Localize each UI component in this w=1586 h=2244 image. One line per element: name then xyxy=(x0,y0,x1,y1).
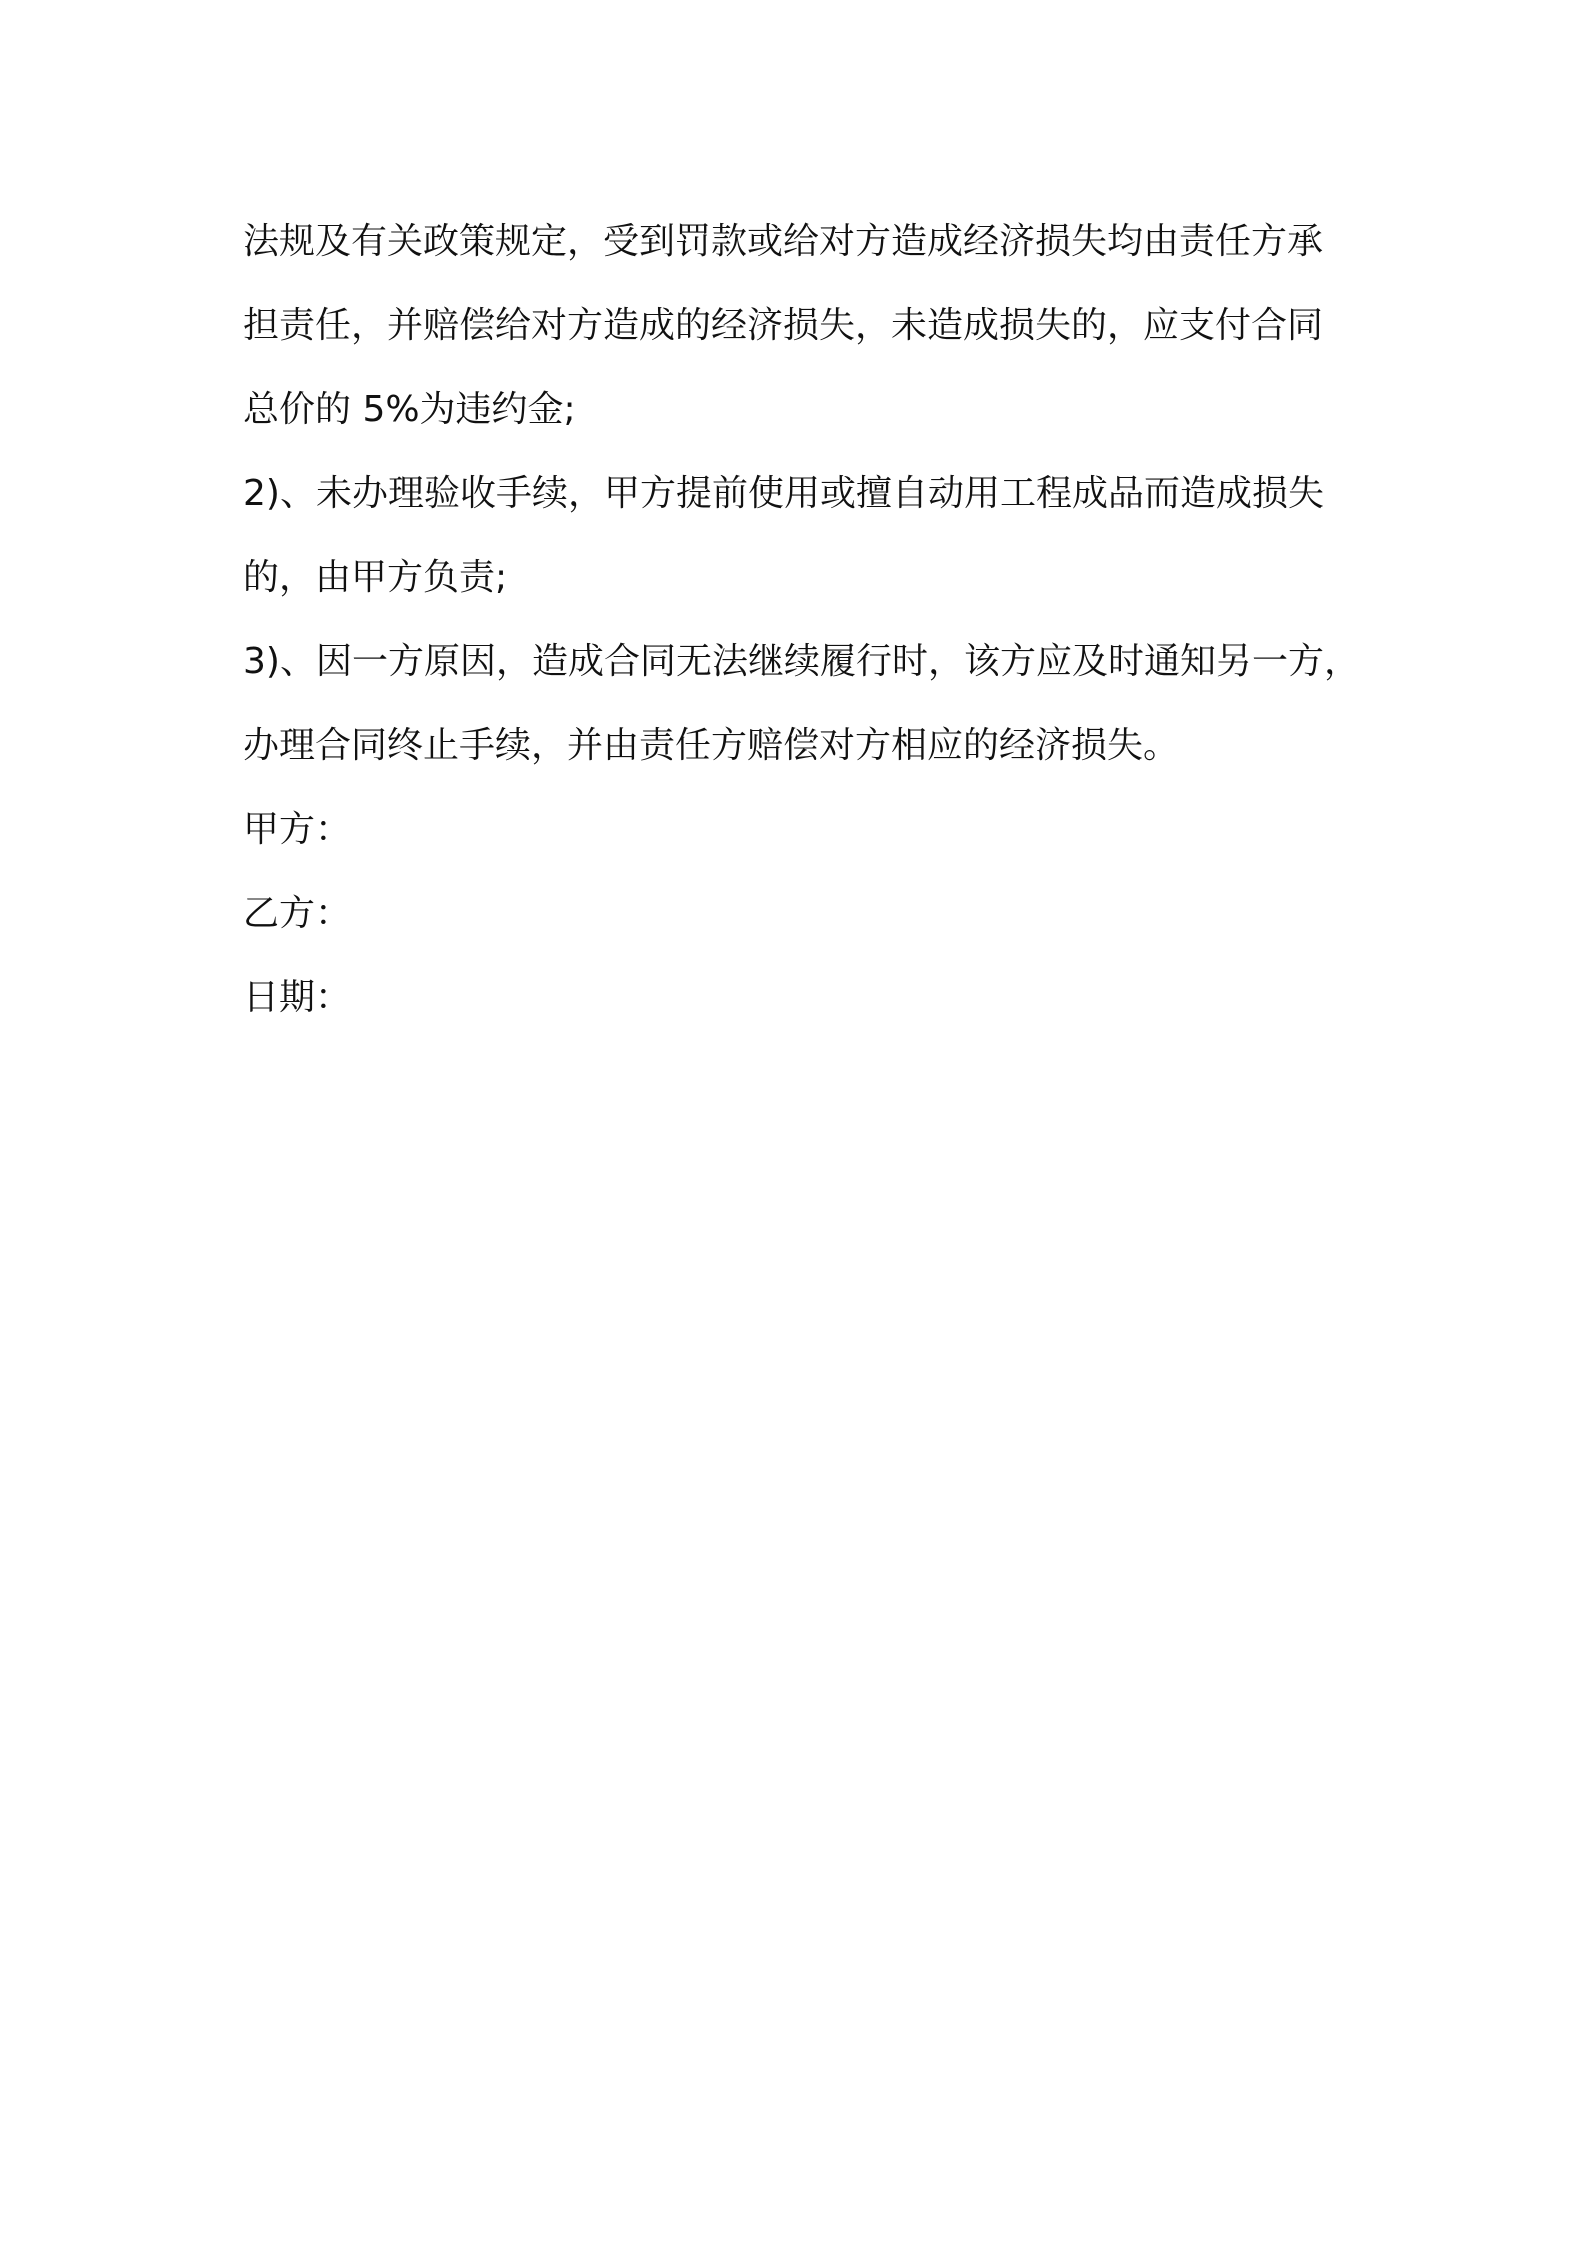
clause-2-line: 的，由甲方负责; xyxy=(243,557,508,598)
party-a-label: 甲方： xyxy=(243,809,352,850)
date-label: 日期： xyxy=(243,977,352,1018)
clause-3-line: 3)、因一方原因，造成合同无法继续履行时，该方应及时通知另一方， xyxy=(243,641,1360,682)
clause-3-line: 办理合同终止手续，并由责任方赔偿对方相应的经济损失。 xyxy=(243,725,1180,766)
paragraph-line: 担责任，并赔偿给对方造成的经济损失，未造成损失的，应支付合同 xyxy=(243,305,1324,346)
document-body xyxy=(243,200,1360,1040)
paragraph-line: 法规及有关政策规定，受到罚款或给对方造成经济损失均由责任方承 xyxy=(243,221,1324,262)
clause-2-line: 2)、未办理验收手续，甲方提前使用或擅自动用工程成品而造成损失 xyxy=(243,473,1324,514)
paragraph-line: 总价的 5%为违约金; xyxy=(243,389,576,430)
party-b-label: 乙方： xyxy=(243,893,352,934)
